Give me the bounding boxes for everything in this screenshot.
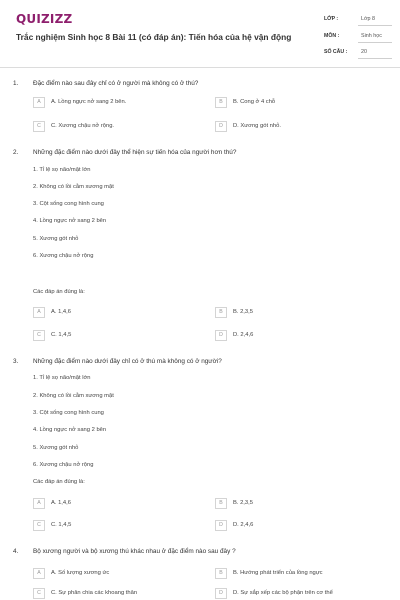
question-text: Đặc điểm nào sau đây chỉ có ở người mà không có ở thú? <box>33 80 199 87</box>
question-number: 3. <box>13 358 19 365</box>
option-text: C. 1,4,5 <box>51 522 72 528</box>
option-letter-box: D <box>215 520 227 531</box>
option-letter-box: D <box>215 588 227 599</box>
worksheet-header <box>0 0 400 68</box>
question-number: 4. <box>13 548 19 555</box>
meta-label: LỚP : <box>324 16 339 22</box>
option-d[interactable] <box>215 588 379 600</box>
option-text: A. 1,4,6 <box>51 500 71 506</box>
statement-item: 3. Cột sống cong hình cung <box>33 201 104 207</box>
option-text: B. Cong ở 4 chỗ <box>233 99 276 105</box>
statement-item: 5. Xương gót nhỏ <box>33 445 79 451</box>
statement-item: 6. Xương chậu nở rộng <box>33 253 94 259</box>
option-letter-box: D <box>215 330 227 341</box>
question-text: Những đặc điểm nào dưới đây thể hiện sự tiến hóa của người hơn thú? <box>33 149 237 156</box>
statement-item: 1. Tỉ lệ sọ não/mặt lớn <box>33 167 91 173</box>
option-letter-box: C <box>33 330 45 341</box>
option-letter-box: B <box>215 498 227 509</box>
option-letter-box: A <box>33 307 45 318</box>
option-letter-box: B <box>215 307 227 318</box>
statement-item: 3. Cột sống cong hình cung <box>33 410 104 416</box>
option-text: A. Số lượng xương ức <box>51 570 110 576</box>
question-number: 2. <box>13 149 19 156</box>
option-c[interactable] <box>33 330 197 343</box>
option-letter-box: B <box>215 97 227 108</box>
meta-value: Sinh học <box>358 30 392 43</box>
option-a[interactable] <box>33 97 197 110</box>
meta-value: 20 <box>358 46 392 59</box>
option-text: A. Lồng ngực nở sang 2 bên. <box>51 99 127 105</box>
meta-question-count <box>324 46 392 60</box>
option-letter-box: C <box>33 520 45 531</box>
question-text: Những đặc điểm nào dưới đây chỉ có ở thú mà không có ở người? <box>33 358 222 365</box>
option-text: B. Hướng phát triển của lồng ngực <box>233 570 323 576</box>
option-text: D. Xương gót nhỏ. <box>233 123 281 129</box>
option-b[interactable] <box>215 568 379 581</box>
question-number: 1. <box>13 80 19 87</box>
meta-class <box>324 13 392 27</box>
statement-item: 4. Lồng ngực nở sang 2 bên <box>33 218 107 224</box>
option-d[interactable] <box>215 121 379 134</box>
option-text: D. 2,4,6 <box>233 522 254 528</box>
option-text: D. Sự sắp xếp các bộ phận trên cơ thể <box>233 590 333 596</box>
option-d[interactable] <box>215 520 379 533</box>
meta-subject <box>324 30 392 44</box>
option-letter-box: A <box>33 498 45 509</box>
option-b[interactable] <box>215 97 379 110</box>
statement-item: 6. Xương chậu nở rộng <box>33 462 94 468</box>
option-c[interactable] <box>33 520 197 533</box>
option-b[interactable] <box>215 498 379 511</box>
option-b[interactable] <box>215 307 379 320</box>
option-letter-box: C <box>33 121 45 132</box>
answer-prompt: Các đáp án đúng là: <box>33 289 85 295</box>
option-letter-box: D <box>215 121 227 132</box>
option-letter-box: C <box>33 588 45 599</box>
option-c[interactable] <box>33 121 197 134</box>
option-a[interactable] <box>33 498 197 511</box>
option-text: C. Sự phân chia các khoang thân <box>51 590 138 596</box>
statement-item: 5. Xương gót nhỏ <box>33 236 79 242</box>
option-text: B. 2,3,5 <box>233 500 253 506</box>
statement-item: 2. Không có lồi cằm xương mặt <box>33 184 114 190</box>
option-letter-box: A <box>33 568 45 579</box>
option-a[interactable] <box>33 307 197 320</box>
option-text: D. 2,4,6 <box>233 332 254 338</box>
answer-prompt: Các đáp án đúng là: <box>33 479 85 485</box>
option-d[interactable] <box>215 330 379 343</box>
worksheet-title: Trắc nghiệm Sinh học 8 Bài 11 (có đáp án): Tiến hóa của hệ vận động <box>16 32 292 42</box>
statement-item: 4. Lồng ngực nở sang 2 bên <box>33 427 107 433</box>
option-text: C. 1,4,5 <box>51 332 72 338</box>
option-text: B. 2,3,5 <box>233 309 253 315</box>
meta-value: Lớp 8 <box>358 13 392 26</box>
option-letter-box: B <box>215 568 227 579</box>
option-text: A. 1,4,6 <box>51 309 71 315</box>
option-c[interactable] <box>33 588 197 600</box>
option-text: C. Xương chậu nở rộng. <box>51 123 115 129</box>
statement-item: 2. Không có lồi cằm xương mặt <box>33 393 114 399</box>
meta-label: SỐ CÂU : <box>324 49 348 55</box>
quizizz-logo: QUIZIZZ <box>16 12 73 26</box>
meta-label: MÔN : <box>324 33 340 39</box>
option-a[interactable] <box>33 568 197 581</box>
statement-item: 1. Tỉ lệ sọ não/mặt lớn <box>33 375 91 381</box>
option-letter-box: A <box>33 97 45 108</box>
question-text: Bộ xương người và bộ xương thú khác nhau ở đặc điểm nào sau đây ? <box>33 548 236 555</box>
